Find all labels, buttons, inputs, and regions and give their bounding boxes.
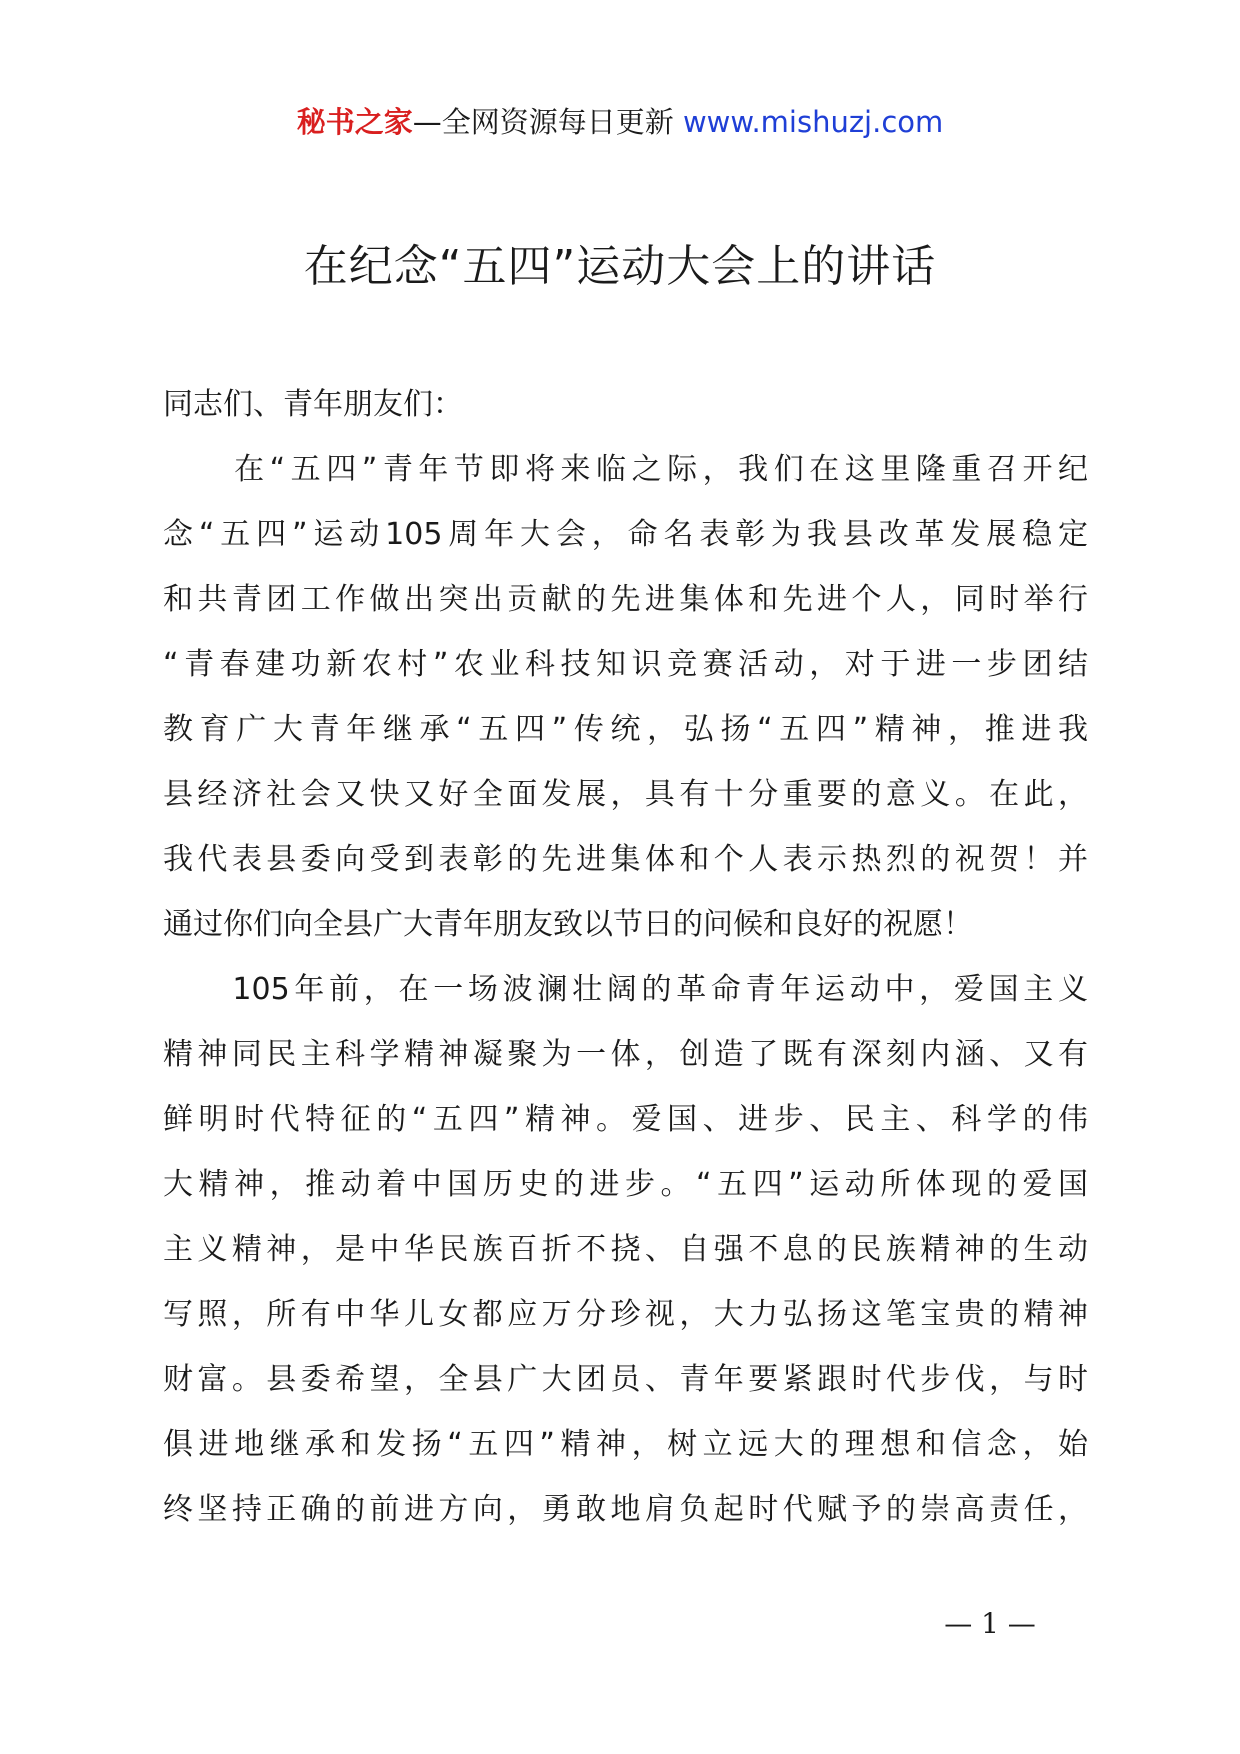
text-line: “青春建功新农村”农业科技知识竞赛活动，对于进一步团结 bbox=[163, 647, 1088, 682]
text-line: 教育广大青年继承“五四”传统，弘扬“五四”精神，推进我 bbox=[163, 712, 1088, 747]
text-line: 终坚持正确的前进方向，勇敢地肩负起时代赋予的崇高责任， bbox=[163, 1492, 1088, 1527]
text-line: 大精神，推动着中国历史的进步。“五四”运动所体现的爱国 bbox=[163, 1167, 1088, 1202]
text-line: 鲜明时代特征的“五四”精神。爱国、进步、民主、科学的伟 bbox=[163, 1102, 1088, 1137]
paragraph-1 bbox=[163, 437, 1088, 957]
site-url-link[interactable]: www.mishuzj.com bbox=[682, 105, 944, 139]
text-line: 通过你们向全县广大青年朋友致以节日的问候和良好的祝愿！ bbox=[163, 907, 973, 942]
site-tagline: —全网资源每日更新 bbox=[412, 105, 683, 139]
text-line: 我代表县委向受到表彰的先进集体和个人表示热烈的祝贺！并 bbox=[163, 842, 1088, 877]
greeting-line: 同志们、青年朋友们： bbox=[163, 387, 463, 422]
text-line: 写照，所有中华儿女都应万分珍视，大力弘扬这笔宝贵的精神 bbox=[163, 1297, 1088, 1332]
text-line: 105年前，在一场波澜壮阔的革命青年运动中，爱国主义 bbox=[163, 972, 1088, 1007]
site-header bbox=[0, 100, 1240, 144]
document-title: 在纪念“五四”运动大会上的讲话 bbox=[303, 241, 937, 292]
document-body bbox=[163, 372, 1088, 1542]
text-line: 念“五四”运动105周年大会，命名表彰为我县改革发展稳定 bbox=[163, 517, 1088, 552]
text-line: 精神同民主科学精神凝聚为一体，创造了既有深刻内涵、又有 bbox=[163, 1037, 1088, 1072]
site-brand: 秘书之家 bbox=[296, 105, 413, 139]
text-line: 和共青团工作做出突出贡献的先进集体和先进个人，同时举行 bbox=[163, 582, 1088, 617]
paragraph-2 bbox=[163, 957, 1088, 1542]
text-line: 俱进地继承和发扬“五四”精神，树立远大的理想和信念，始 bbox=[163, 1427, 1088, 1462]
page-number: — 1 — bbox=[944, 1607, 1036, 1640]
text-line: 在“五四”青年节即将来临之际，我们在这里隆重召开纪 bbox=[163, 452, 1088, 487]
text-line: 县经济社会又快又好全面发展，具有十分重要的意义。在此， bbox=[163, 777, 1088, 812]
text-line: 财富。县委希望，全县广大团员、青年要紧跟时代步伐，与时 bbox=[163, 1362, 1088, 1397]
text-line: 主义精神，是中华民族百折不挠、自强不息的民族精神的生动 bbox=[163, 1232, 1088, 1267]
